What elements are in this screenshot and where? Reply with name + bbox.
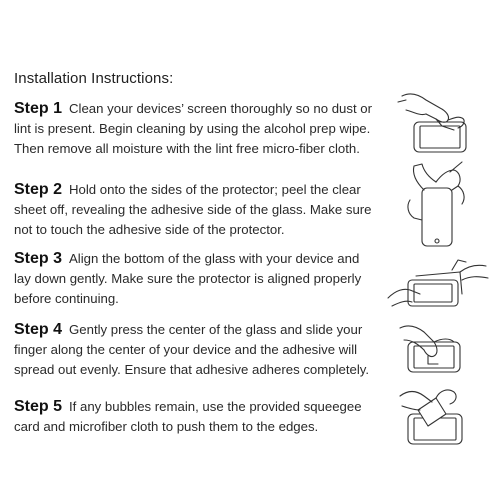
step-4-label: Step 4 [14,321,63,338]
step-1 [14,99,376,159]
step-1-label: Step 1 [14,100,63,117]
step-2-label: Step 2 [14,181,63,198]
step-3 [14,249,376,309]
step-4-text: Gently press the center of the glass and slide your finger along the center of your device and the adhesive will spread out evenly. Ensure that adhesive adheres completely. [14,322,370,377]
step-2-text: Hold onto the sides of the protector; peel the clear sheet off, revealing the adhesive side of the glass. Make sure not to touch the adhesive side of the protector. [14,182,372,237]
step-2 [14,180,376,240]
hand-wiping-phone-icon [396,86,474,160]
step-5-label: Step 5 [14,398,63,415]
align-glass-icon [386,254,490,314]
step-5-text: If any bubbles remain, use the provided squeegee card and microfiber cloth to push them to the edges. [14,399,362,434]
step-1-text: Clean your devices’ screen thoroughly so no dust or lint is present. Begin cleaning by using the alcohol prep wipe. Then remove all moisture with the lint free micro-fiber cloth. [14,101,373,156]
peel-protector-icon [402,160,474,252]
squeegee-card-icon [398,384,474,450]
step-3-label: Step 3 [14,250,63,267]
finger-press-icon [398,318,474,380]
step-4 [14,320,376,380]
step-3-text: Align the bottom of the glass with your device and lay down gently. Make sure the protector is aligned properly before continuing. [14,251,362,306]
step-5 [14,397,376,437]
instructions-title: Installation Instructions: [14,70,174,87]
